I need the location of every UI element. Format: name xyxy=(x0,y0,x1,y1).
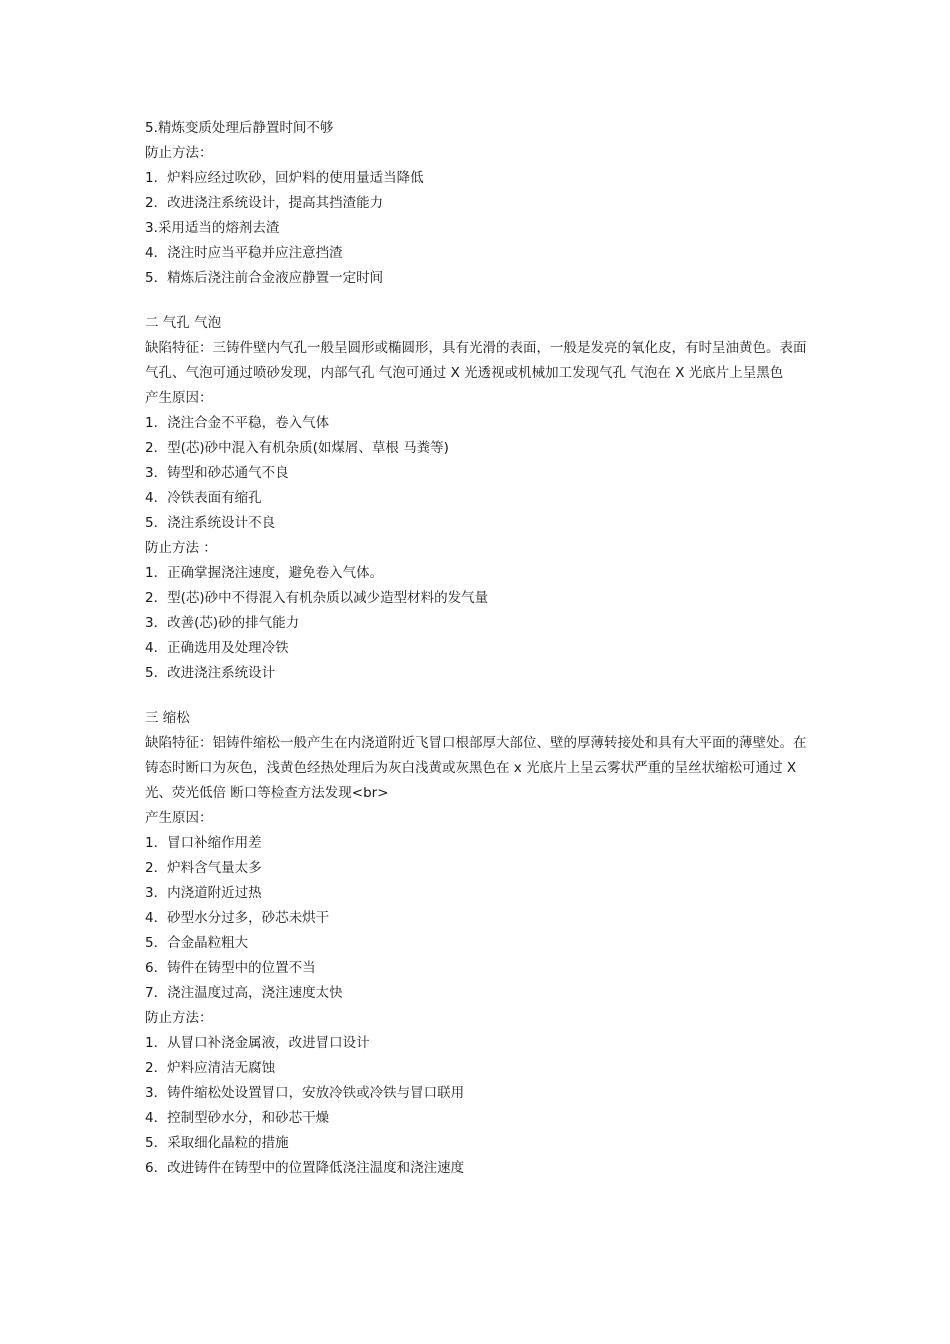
list-item: 4．冷铁表面有缩孔 xyxy=(145,490,262,506)
list-item: 1．浇注合金不平稳，卷入气体 xyxy=(145,415,330,431)
list-item: 5．采取细化晶粒的措施 xyxy=(145,1135,289,1151)
section-heading: 三 缩松 xyxy=(145,710,190,726)
prevention-label: 防止方法： xyxy=(145,1010,213,1026)
list-item: 3．内浇道附近过热 xyxy=(145,885,262,901)
section-spacer xyxy=(145,686,815,706)
section-shrinkage xyxy=(145,706,815,1181)
causes-label: 产生原因： xyxy=(145,810,213,826)
list-item: 1．炉料应经过吹砂，回炉料的使用量适当降低 xyxy=(145,170,424,186)
document-page xyxy=(145,116,815,1181)
list-item: 5．浇注系统设计不良 xyxy=(145,515,276,531)
list-item: 1．从冒口补浇金属液，改进冒口设计 xyxy=(145,1035,370,1051)
list-item: 2．型(芯)砂中不得混入有机杂质以减少造型材料的发气量 xyxy=(145,590,489,606)
list-item: 4．砂型水分过多，砂芯未烘干 xyxy=(145,910,330,926)
section-spacer xyxy=(145,291,815,311)
causes-label: 产生原因： xyxy=(145,390,213,406)
list-item: 2．改进浇注系统设计，提高其挡渣能力 xyxy=(145,195,384,211)
defect-description: 缺陷特征：三铸件壁内气孔一般呈圆形或椭圆形，具有光滑的表面，一般是发亮的氧化皮，有时呈油黄色。表面气孔、气泡可通过喷砂发现，内部气孔 气泡可通过 X 光透视或机械加工发现气孔 气泡在 X 光底片上呈黑色 xyxy=(145,340,807,381)
list-item: 7．浇注温度过高，浇注速度太快 xyxy=(145,985,343,1001)
list-item: 3．改善(芯)砂的排气能力 xyxy=(145,615,300,631)
section-continued xyxy=(145,116,815,291)
defect-description: 缺陷特征：铝铸件缩松一般产生在内浇道附近飞冒口根部厚大部位、壁的厚薄转接处和具有大平面的薄壁处。在铸态时断口为灰色，浅黄色经热处理后为灰白浅黄或灰黑色在 x 光底片上呈云雾状严重的呈丝状缩松可通过 X 光、荧光低倍 断口等检查方法发现<br> xyxy=(145,735,807,801)
list-item: 6．铸件在铸型中的位置不当 xyxy=(145,960,316,976)
list-item: 4．正确选用及处理冷铁 xyxy=(145,640,289,656)
list-item: 2．型(芯)砂中混入有机杂质(如煤屑、草根 马粪等) xyxy=(145,440,449,456)
list-item: 2．炉料含气量太多 xyxy=(145,860,262,876)
list-item: 3.采用适当的熔剂去渣 xyxy=(145,220,280,236)
list-item: 4．浇注时应当平稳并应注意挡渣 xyxy=(145,245,343,261)
list-item: 3．铸型和砂芯通气不良 xyxy=(145,465,289,481)
list-item: 2．炉料应清洁无腐蚀 xyxy=(145,1060,276,1076)
section-porosity xyxy=(145,311,815,686)
list-item: 1．正确掌握浇注速度，避免卷入气体。 xyxy=(145,565,384,581)
text-line: 5.精炼变质处理后静置时间不够 xyxy=(145,120,334,136)
list-item: 6．改进铸件在铸型中的位置降低浇注温度和浇注速度 xyxy=(145,1160,465,1176)
list-item: 1．冒口补缩作用差 xyxy=(145,835,262,851)
list-item: 5．改进浇注系统设计 xyxy=(145,665,276,681)
list-item: 3．铸件缩松处设置冒口，安放冷铁或冷铁与冒口联用 xyxy=(145,1085,465,1101)
prevention-label: 防止方法： xyxy=(145,145,213,161)
prevention-label: 防止方法 ： xyxy=(145,540,217,556)
section-heading: 二 气孔 气泡 xyxy=(145,315,222,331)
list-item: 5．精炼后浇注前合金液应静置一定时间 xyxy=(145,270,384,286)
list-item: 4．控制型砂水分，和砂芯干燥 xyxy=(145,1110,330,1126)
list-item: 5．合金晶粒粗大 xyxy=(145,935,249,951)
